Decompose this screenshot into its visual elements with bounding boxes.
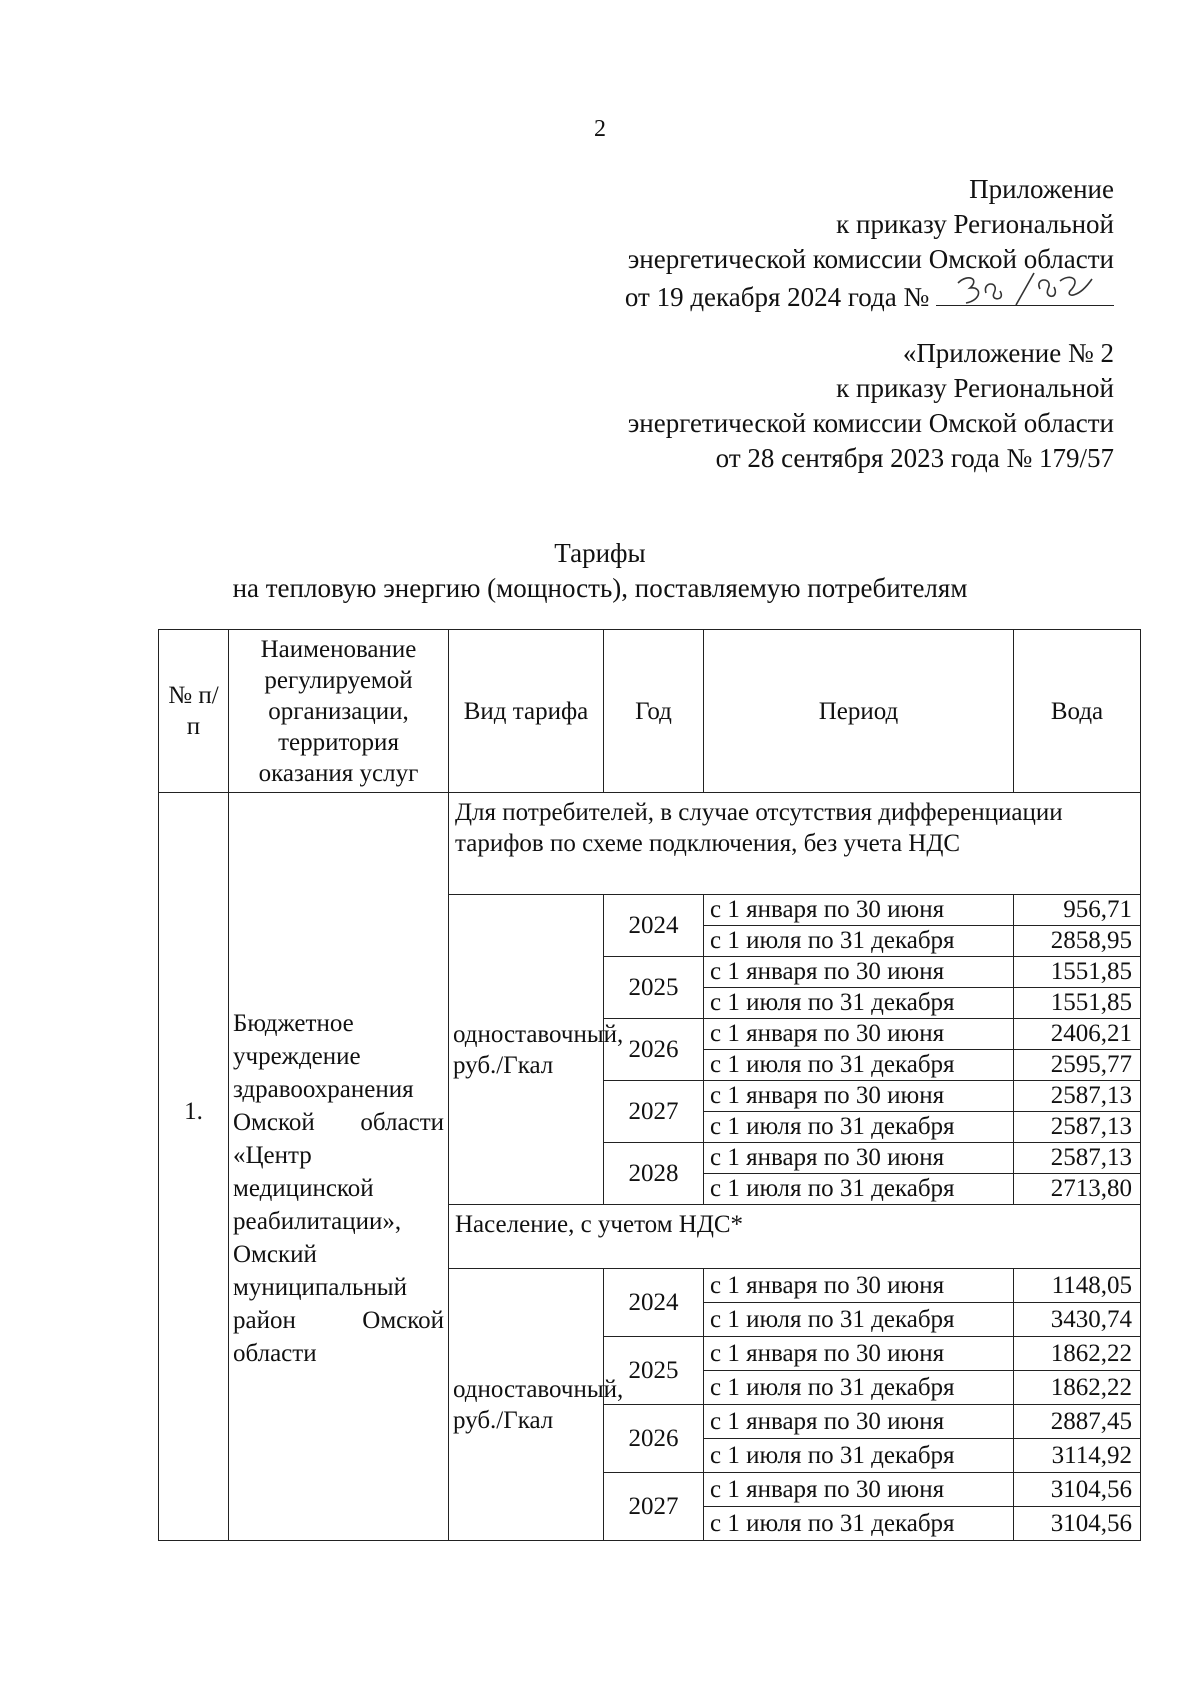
prev-appendix-line: к приказу Региональной (836, 373, 1114, 403)
period-cell: с 1 января по 30 июня (704, 957, 1014, 988)
value-cell: 1862,22 (1014, 1337, 1141, 1371)
prev-appendix-block (628, 336, 1114, 476)
organization-name: Бюджетное учреждение здравоохранения Омской области «Центр медицинской реабилитации», Омский муниципальный район Омской области (229, 793, 449, 1541)
value-cell: 1148,05 (1014, 1269, 1141, 1303)
year-cell: 2027 (604, 1473, 704, 1541)
period-cell: с 1 января по 30 июня (704, 1337, 1014, 1371)
year-cell: 2024 (604, 895, 704, 957)
appendix-date-text: от 19 декабря 2024 года № (624, 282, 930, 312)
value-cell: 1862,22 (1014, 1371, 1141, 1405)
period-cell: с 1 июля по 31 декабря (704, 926, 1014, 957)
value-cell: 2858,95 (1014, 926, 1141, 957)
year-cell: 2027 (604, 1081, 704, 1143)
period-cell: с 1 июля по 31 декабря (704, 1371, 1014, 1405)
year-cell: 2025 (604, 957, 704, 1019)
tariff-type: одноставочный, руб./Гкал (449, 1269, 604, 1541)
year-cell: 2028 (604, 1143, 704, 1205)
value-cell: 2587,13 (1014, 1143, 1141, 1174)
page-number: 2 (594, 116, 606, 142)
document-title (0, 536, 1200, 606)
prev-appendix-line: «Приложение № 2 (902, 338, 1114, 368)
value-cell: 2587,13 (1014, 1112, 1141, 1143)
period-cell: с 1 января по 30 июня (704, 1405, 1014, 1439)
row-number: 1. (159, 793, 229, 1541)
period-cell: с 1 июля по 31 декабря (704, 1050, 1014, 1081)
period-cell: с 1 июля по 31 декабря (704, 1112, 1014, 1143)
appendix-line: Приложение (969, 174, 1114, 204)
section-title: Для потребителей, в случае отсутствия дифференциации тарифов по схеме подключения, без учета НДС (449, 793, 1141, 895)
handwriting-signature-icon (946, 269, 1096, 309)
table-header-row (159, 630, 1141, 793)
value-cell: 2587,13 (1014, 1081, 1141, 1112)
header-cell: Вид тарифа (449, 630, 604, 793)
value-cell: 2713,80 (1014, 1174, 1141, 1205)
value-cell: 1551,85 (1014, 957, 1141, 988)
year-cell: 2025 (604, 1337, 704, 1405)
section-row (159, 793, 1141, 895)
section-title: Население, с учетом НДС* (449, 1205, 1141, 1269)
header-cell: Год (604, 630, 704, 793)
value-cell: 2406,21 (1014, 1019, 1141, 1050)
value-cell: 3104,56 (1014, 1507, 1141, 1541)
year-cell: 2024 (604, 1269, 704, 1337)
period-cell: с 1 января по 30 июня (704, 1269, 1014, 1303)
header-cell: № п/п (159, 630, 229, 793)
period-cell: с 1 января по 30 июня (704, 1143, 1014, 1174)
prev-appendix-line: энергетической комиссии Омской области (627, 408, 1114, 438)
period-cell: с 1 января по 30 июня (704, 1473, 1014, 1507)
period-cell: с 1 июля по 31 декабря (704, 1303, 1014, 1337)
value-cell: 1551,85 (1014, 988, 1141, 1019)
order-number-handwritten (936, 277, 1114, 306)
value-cell: 2595,77 (1014, 1050, 1141, 1081)
value-cell: 3430,74 (1014, 1303, 1141, 1337)
period-cell: с 1 июля по 31 декабря (704, 988, 1014, 1019)
period-cell: с 1 июля по 31 декабря (704, 1507, 1014, 1541)
value-cell: 956,71 (1014, 895, 1141, 926)
period-cell: с 1 января по 30 июня (704, 895, 1014, 926)
year-cell: 2026 (604, 1019, 704, 1081)
header-cell: Период (704, 630, 1014, 793)
period-cell: с 1 января по 30 июня (704, 1019, 1014, 1050)
tariff-table (158, 629, 1141, 1541)
title-line-2: на тепловую энергию (мощность), поставляемую потребителям (232, 573, 968, 603)
appendix-line: энергетической комиссии Омской области (627, 244, 1114, 274)
tariff-type: одноставочный, руб./Гкал (449, 895, 604, 1205)
period-cell: с 1 января по 30 июня (704, 1081, 1014, 1112)
year-cell: 2026 (604, 1405, 704, 1473)
value-cell: 3114,92 (1014, 1439, 1141, 1473)
appendix-line: к приказу Региональной (836, 209, 1114, 239)
header-cell: Вода (1014, 630, 1141, 793)
value-cell: 3104,56 (1014, 1473, 1141, 1507)
prev-appendix-line: от 28 сентября 2023 года № 179/57 (715, 443, 1114, 473)
period-cell: с 1 июля по 31 декабря (704, 1174, 1014, 1205)
header-cell: Наименование регулируемой организации, территория оказания услуг (229, 630, 449, 793)
title-line-1: Тарифы (554, 538, 646, 568)
appendix-date-line (625, 277, 1114, 315)
appendix-block (625, 172, 1114, 315)
period-cell: с 1 июля по 31 декабря (704, 1439, 1014, 1473)
value-cell: 2887,45 (1014, 1405, 1141, 1439)
